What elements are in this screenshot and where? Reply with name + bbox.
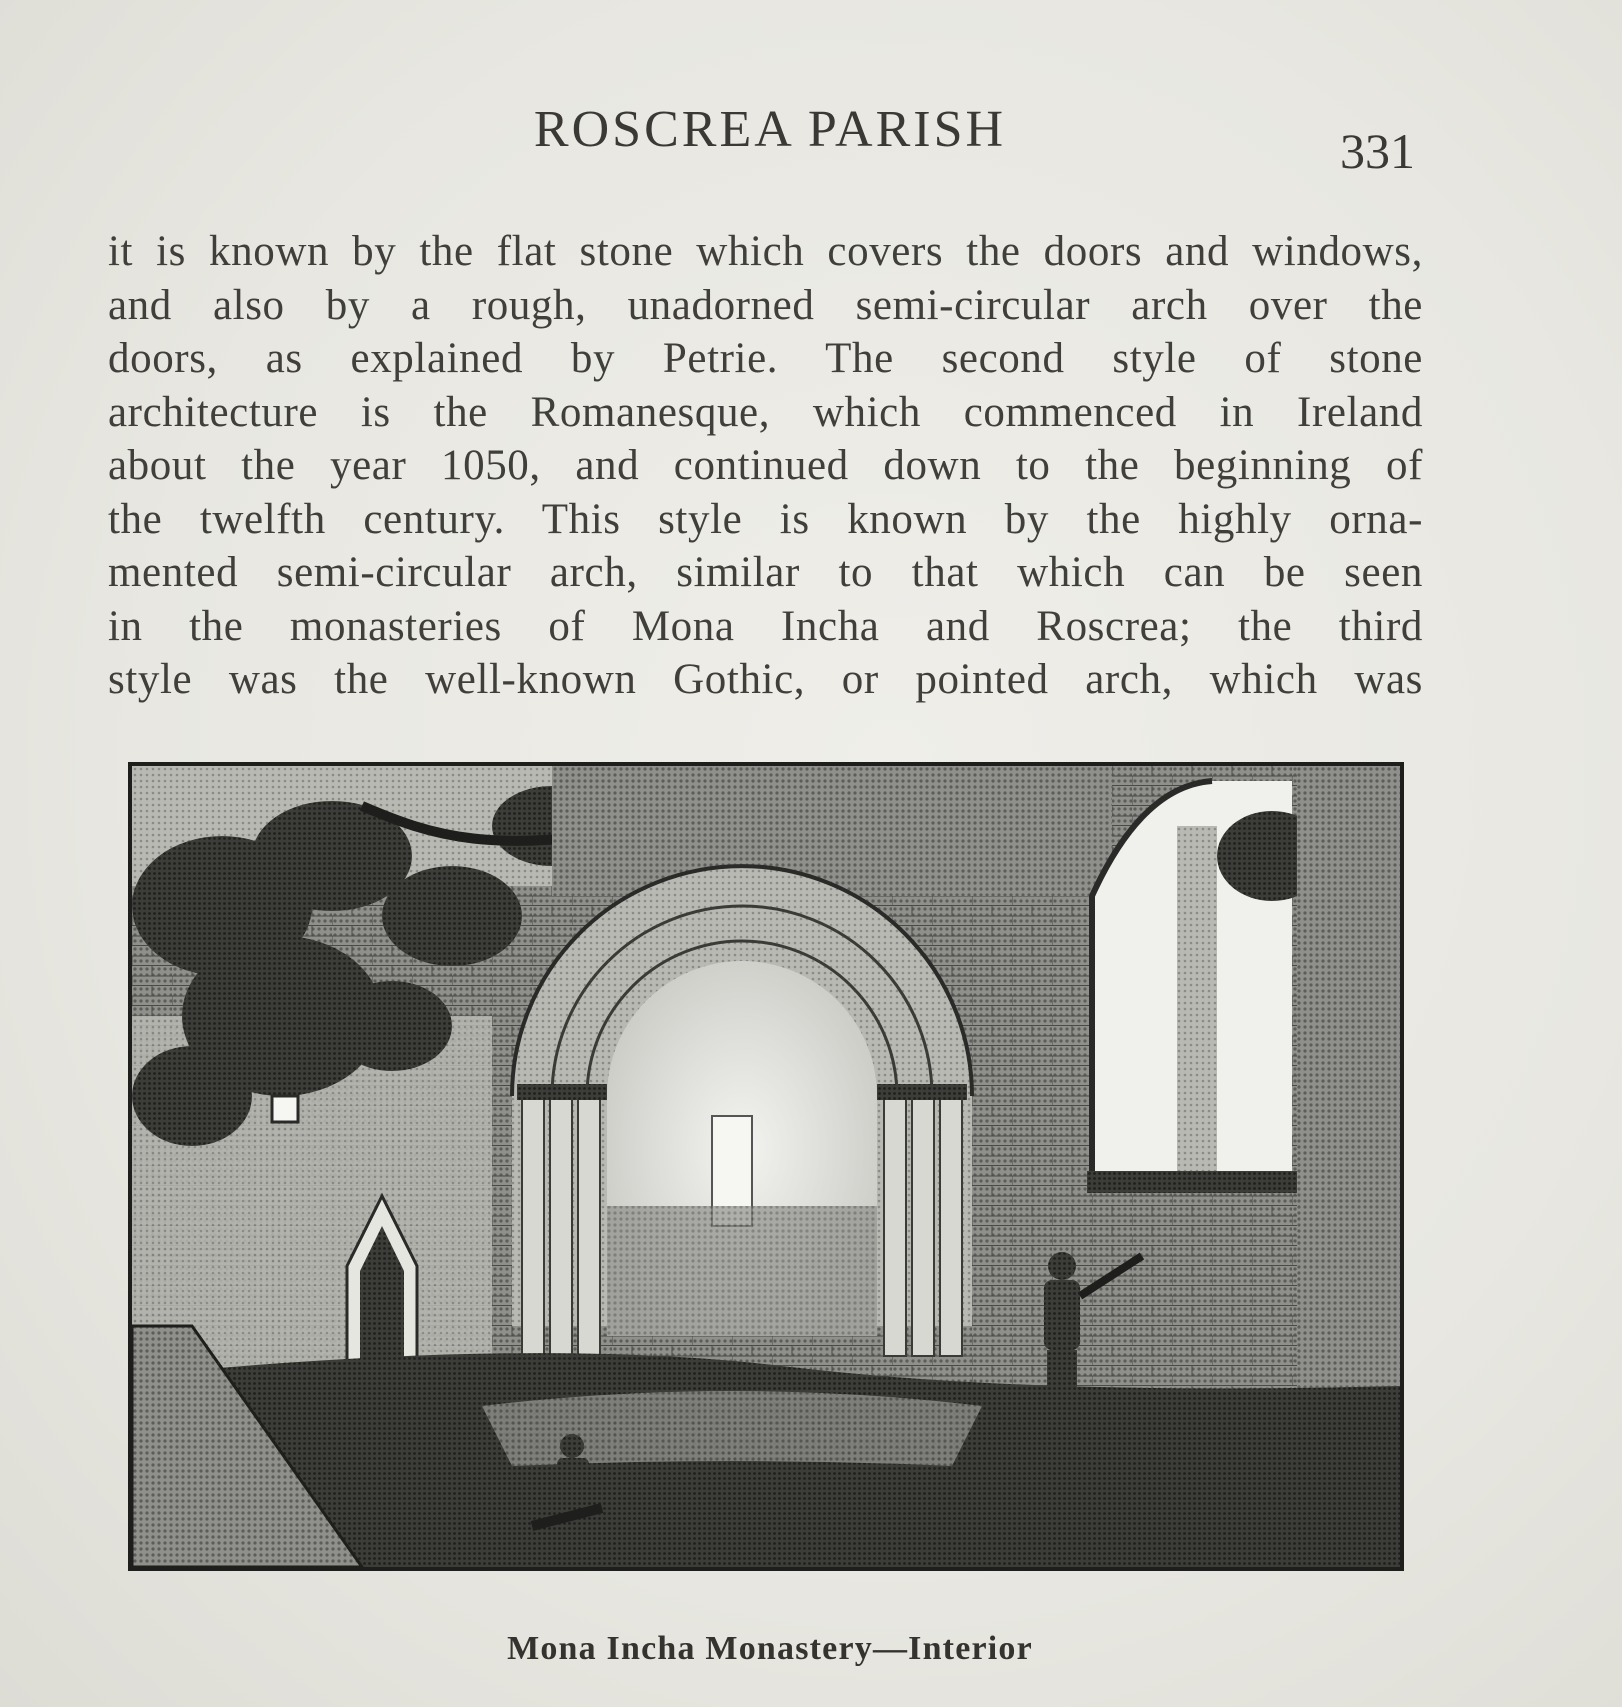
text-line: and also by a rough, unadorned semi-circular arch over the [108, 281, 1423, 329]
gothic-window [1087, 781, 1327, 1193]
figure-caption: Mona Incha Monastery—Interior [507, 1630, 1033, 1667]
text-line: mented semi-circular arch, similar to that which can be seen [108, 549, 1423, 596]
romanesque-arch [512, 866, 972, 1356]
text-line: it is known by the flat stone which covers the doors and windows, [108, 228, 1423, 275]
upper-wall [552, 766, 1112, 896]
page-number: 331 [1340, 123, 1415, 179]
text-line: style was the well-known Gothic, or pointed arch, which was [108, 656, 1423, 703]
body-paragraph [108, 225, 1423, 707]
monastery-illustration [128, 762, 1404, 1571]
text-line: about the year 1050, and continued down to the beginning of [108, 442, 1423, 489]
path-light [482, 1391, 982, 1466]
text-line: architecture is the Romanesque, which commenced in Ireland [108, 388, 1423, 436]
small-window [272, 1096, 298, 1122]
text-line: doors, as explained by Petrie. The second style of stone [108, 335, 1423, 382]
text-line: in the monasteries of Mona Incha and Roscrea; the third [108, 602, 1423, 650]
running-title: ROSCREA PARISH [533, 101, 1007, 158]
text-line: the twelfth century. This style is known by the highly orna- [108, 495, 1423, 543]
